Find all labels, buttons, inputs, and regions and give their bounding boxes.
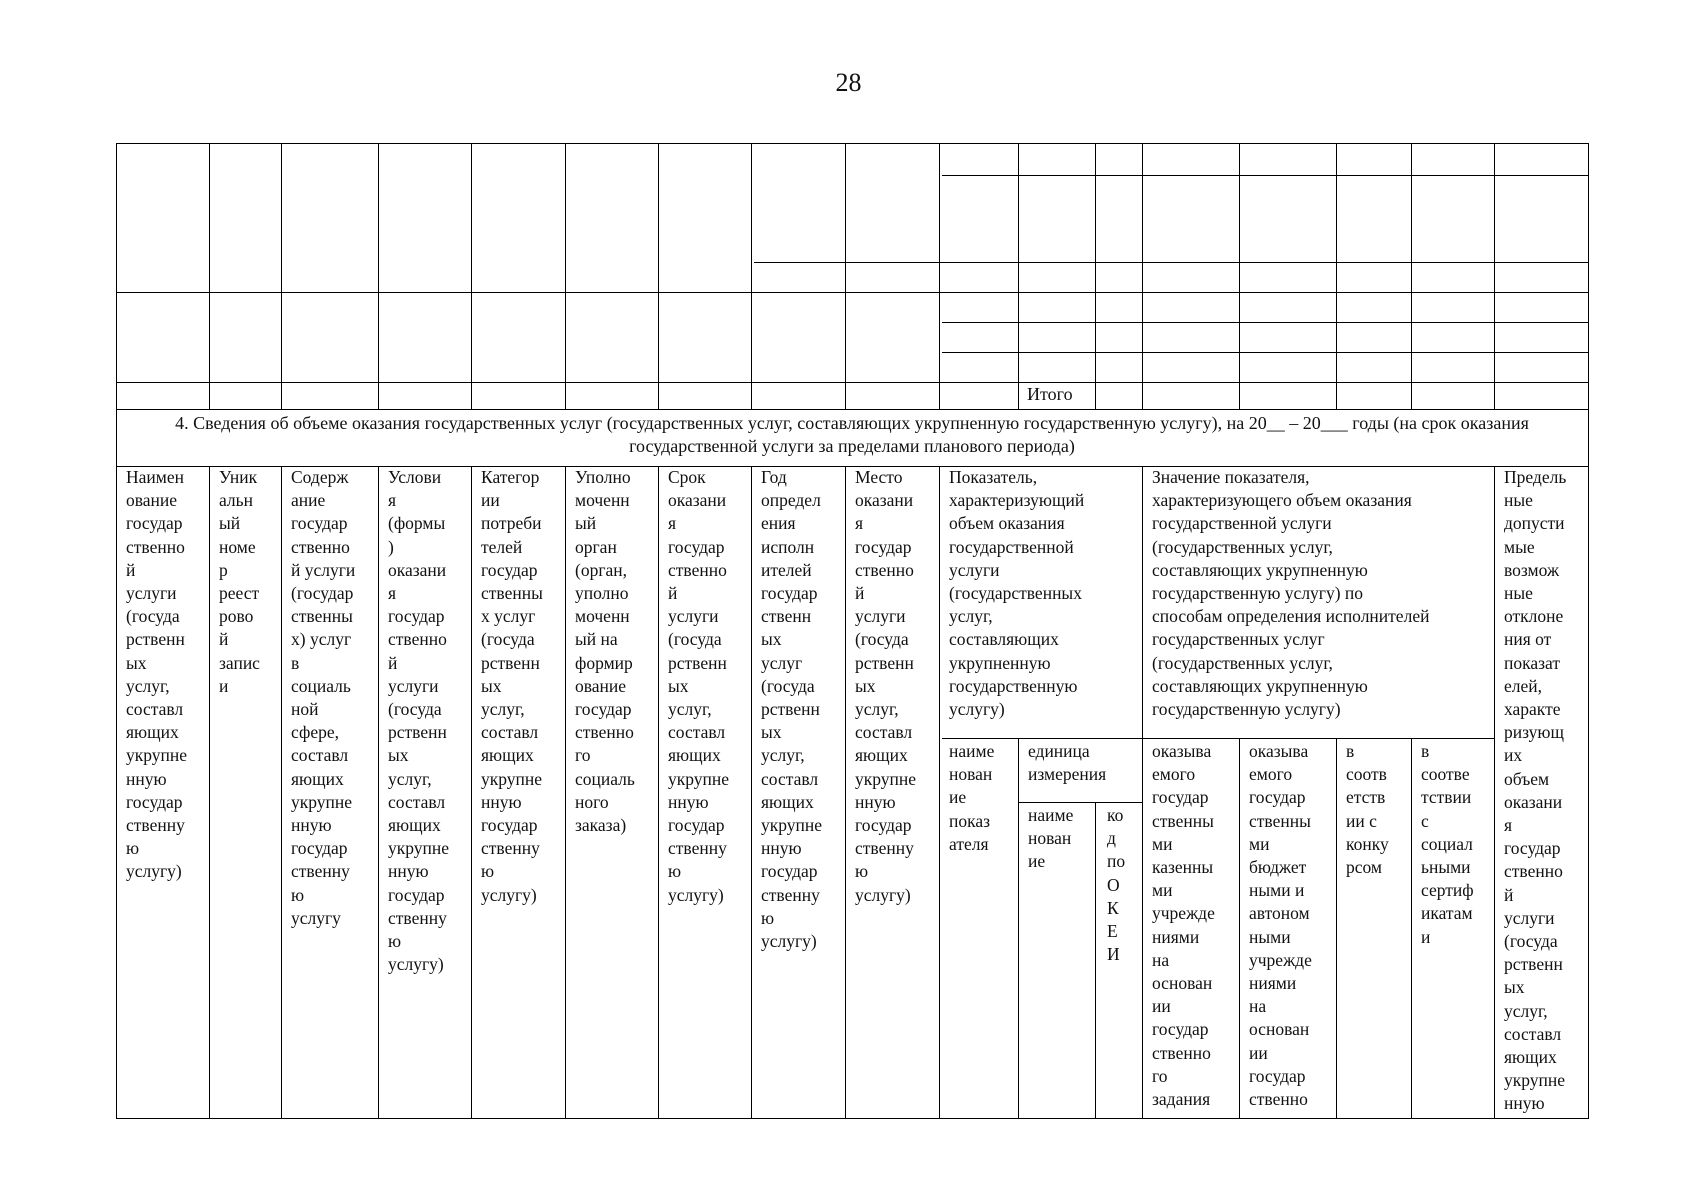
value-certificates-header: в соотве тствии с социал ьными сертиф икатам и (1421, 741, 1474, 947)
unit-header: единица измерения (1028, 741, 1107, 785)
col-year-header: Год определ ения исполн ителей государ ственн ых услуг (госуда рственн ых услуг, составл яющих укрупне нную государ ственну ю услугу) (761, 467, 823, 952)
itogo-label: Итого (1027, 384, 1073, 404)
col-service-term-header: Срок оказани я государ ственно й услуги (госуда рственн ых услуг, составл яющих укрупне нную государ ственну ю услугу) (668, 467, 730, 905)
col-registry-number-header: Уник альн ый номе р реест рово й запис и (219, 467, 260, 696)
unit-name-header: наиме нован ие (1028, 805, 1074, 872)
col-service-conditions-header: Услови я (формы ) оказани я государ ственно й услуги (госуда рственн ых услуг, составл яющих укрупне нную государ ственну ю услугу) (388, 467, 450, 975)
col-authorized-body-header: Уполно моченн ый орган (орган, уполно моченн ый на формир ование государ ственно го социаль ного заказа) (575, 467, 635, 836)
section4-title: 4. Сведения об объеме оказания государственных услуг (государственных услуг, составляющих укрупненную государственную услугу), на 20__ – 20___ годы (на срок оказания государственной услуги за пределами планового периода) (175, 413, 1529, 456)
indicator-group-header: Показатель, характеризующий объем оказания государственной услуги (государственных услуг, составляющих укрупненную государственную услугу) (949, 467, 1085, 720)
page-number: 28 (835, 68, 862, 97)
value-group-header: Значение показателя, характеризующего объем оказания государственной услуги (государственных услуг, составляющих укрупненную государственную услугу) по способам определения исполнителей государственных услуг (государственных услуг, составляющих укрупненную государственную услугу) (1152, 467, 1430, 720)
value-state-institutions-header: оказыва емого государ ственны ми казенны ми учрежде ниями на основан ии государ ственно го задания (1152, 741, 1215, 1110)
col-service-place-header: Место оказани я государ ственно й услуги (госуда рственн ых услуг, составл яющих укрупне нную государ ственну ю услугу) (855, 467, 917, 905)
col-service-name-header: Наимен ование государ ственно й услуги (госуда рственн ых услуг, составл яющих укрупне нную государ ственну ю услугу) (126, 467, 188, 882)
indicator-name-header: наиме нован ие показ ателя (949, 741, 995, 854)
col-consumer-categories-header: Категор ии потреби телей государ ственны х услуг (госуда рственн ых услуг, составл яющих укрупне нную государ ственну ю услугу) (481, 467, 543, 905)
value-competition-header: в соотв етств ии с конку рсом (1346, 741, 1389, 878)
col-service-content-header: Содерж ание государ ственно й услуги (государ ственны х) услуг в социаль ной сфере, составл яющих укрупне нную государ ственну ю услугу (291, 467, 356, 928)
deviation-header: Предель ные допусти мые возмож ные отклоне ния от показат елей, характе ризующ их объем оказани я государ ственно й услуги (госуда рственн ых услуг, составл яющих укрупне нную (1504, 467, 1567, 1114)
value-budget-institutions-header: оказыва емого государ ственны ми бюджет ными и автоном ными учрежде ниями на основан ии государ ственно (1249, 741, 1312, 1110)
okei-code-header: ко д по О К Е И (1107, 805, 1126, 965)
